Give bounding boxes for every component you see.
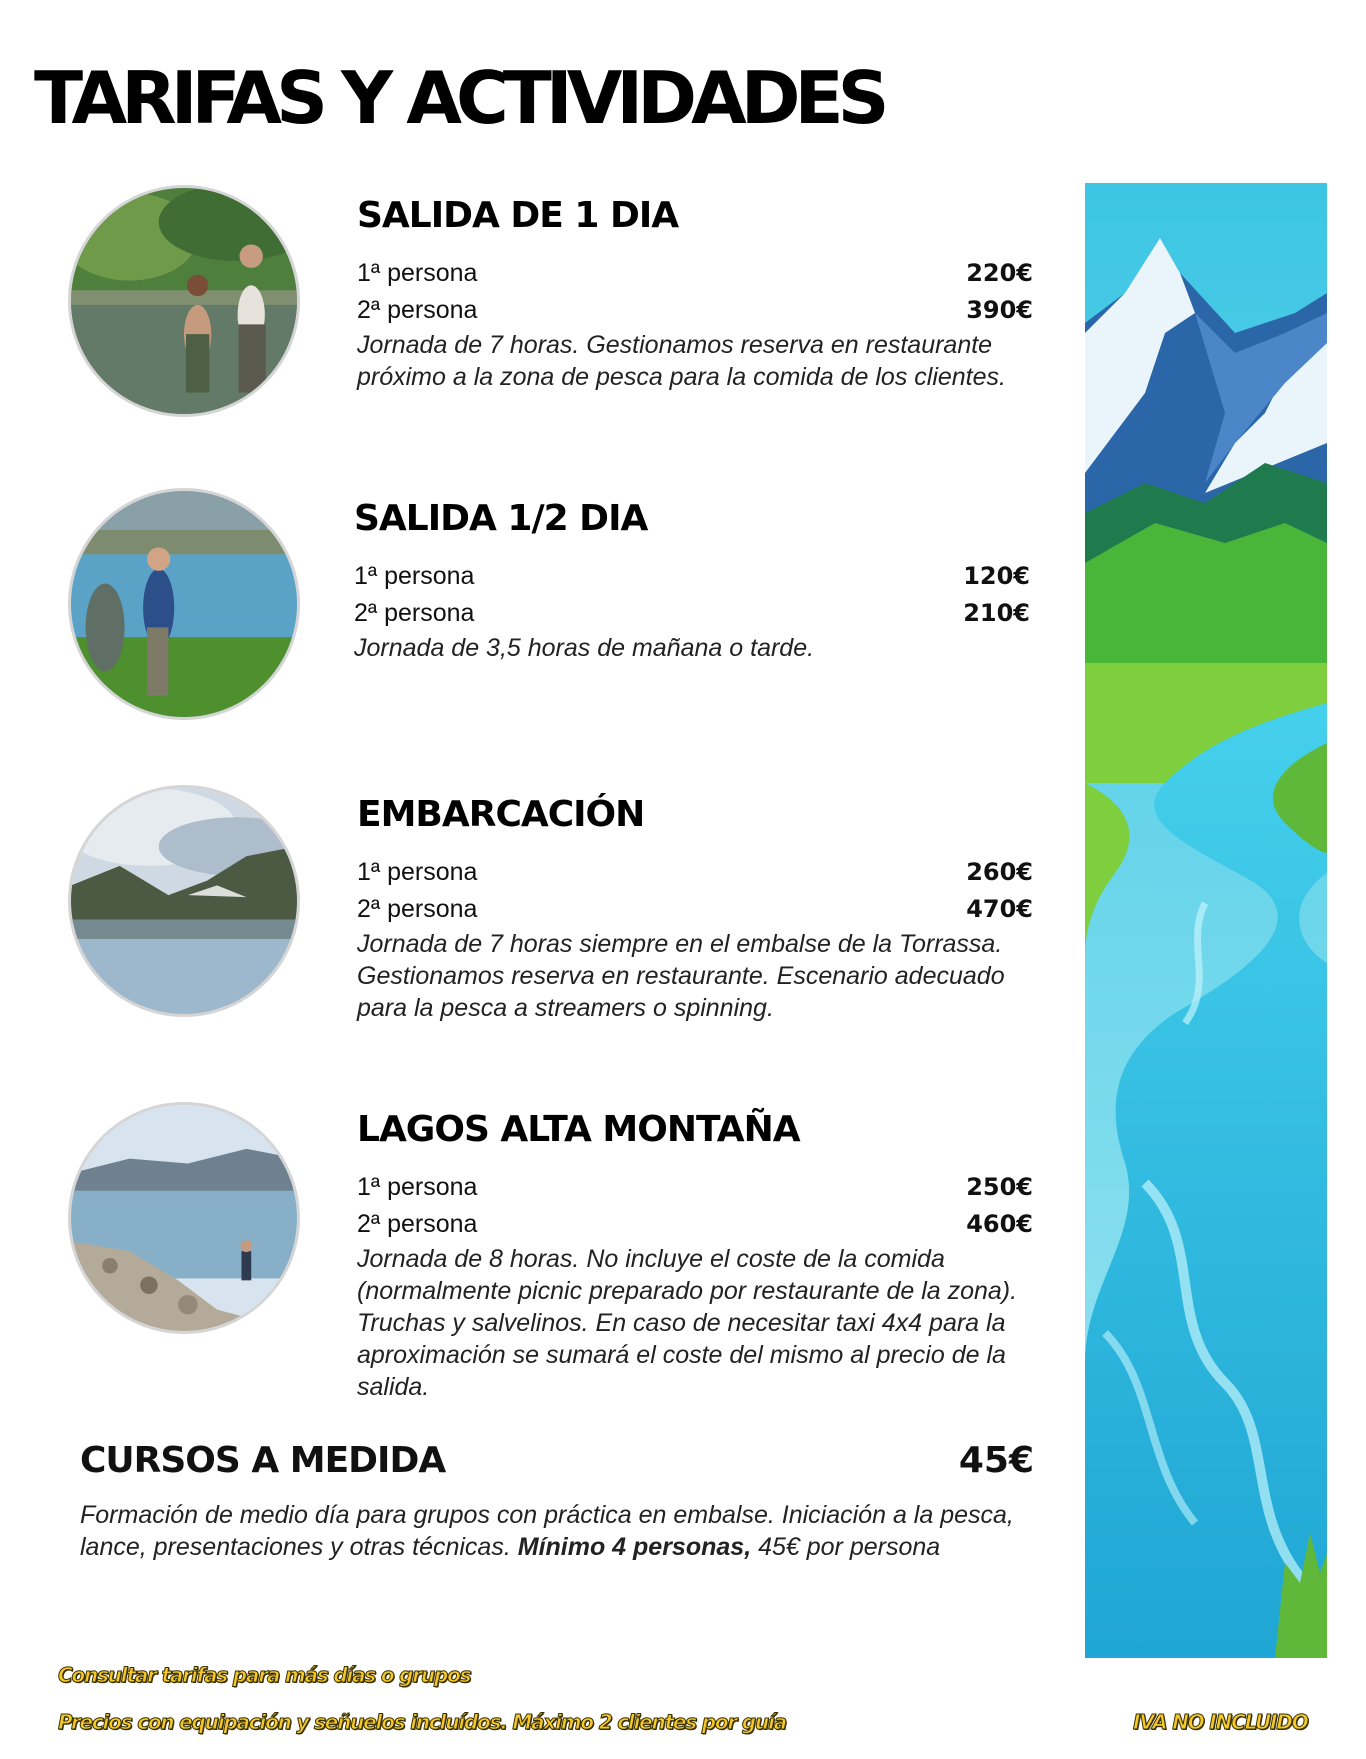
section-description: Jornada de 3,5 horas de mañana o tarde. <box>354 633 815 662</box>
price-row <box>357 1206 1033 1243</box>
price-amount: 210€ <box>963 598 1030 627</box>
course-price: 45€ <box>958 1440 1034 1481</box>
price-row <box>357 292 1033 329</box>
price-label: 1ª persona <box>357 1172 478 1201</box>
section-description: Jornada de 7 horas. Gestionamos reserva en restaurante próximo a la zona de pesca para la comida de los clientes. <box>357 330 1006 391</box>
price-label: 2ª persona <box>357 894 478 923</box>
price-row <box>357 1169 1033 1206</box>
price-label: 1ª persona <box>354 561 475 590</box>
mountain-lake-image <box>71 1105 297 1331</box>
section-embarcacion <box>357 796 1033 1024</box>
section-title: LAGOS ALTA MONTAÑA <box>357 1109 800 1150</box>
section-description <box>80 1499 1030 1563</box>
page-title: TARIFAS Y ACTIVIDADES <box>34 56 884 140</box>
price-row <box>354 595 1030 632</box>
footer-note-equipment: Precios con equipación y señuelos incluídos. Máximo 2 clientes por guía <box>58 1710 786 1734</box>
price-amount: 250€ <box>966 1172 1033 1201</box>
price-amount: 260€ <box>966 857 1033 886</box>
section-description: Jornada de 8 horas. No incluye el coste de la comida (normalmente picnic preparado por restaurante de la zona). Truchas y salvelinos. En caso de necesitar taxi 4x4 para la aproximación se sumará el coste del mismo al precio de la salida. <box>357 1244 1018 1401</box>
footer-vat-note: IVA NO INCLUIDO <box>1133 1710 1308 1734</box>
reservoir-image <box>71 788 297 1014</box>
price-row <box>357 255 1033 292</box>
course-price-per-person: 45€ por persona <box>758 1533 941 1561</box>
price-row <box>357 854 1033 891</box>
course-minimum: Mínimo 4 personas, <box>517 1533 752 1561</box>
price-row <box>357 891 1033 928</box>
price-label: 1ª persona <box>357 857 478 886</box>
photo-river-fishing <box>68 185 300 417</box>
price-row <box>354 558 1030 595</box>
price-label: 2ª persona <box>354 598 475 627</box>
section-title: SALIDA 1/2 DIA <box>354 498 648 539</box>
section-title: CURSOS A MEDIDA <box>80 1440 446 1481</box>
section-description: Jornada de 7 horas siempre en el embalse de la Torrassa. Gestionamos reserva en restaurante. Escenario adecuado para la pesca a streamers o spinning. <box>357 929 1005 1022</box>
section-lagos-alta-montana <box>357 1111 1033 1403</box>
price-amount: 390€ <box>966 295 1033 324</box>
section-title: EMBARCACIÓN <box>357 794 645 835</box>
section-salida-1-dia <box>357 197 1033 393</box>
price-amount: 120€ <box>963 561 1030 590</box>
photo-riverbank-fishing <box>68 488 300 720</box>
riverbank-fishing-image <box>71 491 297 717</box>
price-label: 2ª persona <box>357 295 478 324</box>
photo-reservoir <box>68 785 300 1017</box>
price-amount: 220€ <box>966 258 1033 287</box>
mountain-river-illustration <box>1085 183 1327 1658</box>
river-fishing-image <box>71 188 297 414</box>
footer-note-groups: Consultar tarifas para más días o grupos <box>58 1663 471 1687</box>
price-label: 1ª persona <box>357 258 478 287</box>
price-amount: 460€ <box>966 1209 1033 1238</box>
course-description-start: Formación de medio día para grupos con práctica en embalse. Iniciación a la pesca, lance, presentaciones y otras técnicas. <box>80 1501 1014 1561</box>
section-title: SALIDA DE 1 DIA <box>357 195 679 236</box>
section-salida-medio-dia <box>354 500 1030 664</box>
mountain-river-artwork <box>1085 183 1327 1658</box>
photo-mountain-lake <box>68 1102 300 1334</box>
price-label: 2ª persona <box>357 1209 478 1238</box>
section-cursos-a-medida <box>80 1440 1034 1563</box>
price-amount: 470€ <box>966 894 1033 923</box>
